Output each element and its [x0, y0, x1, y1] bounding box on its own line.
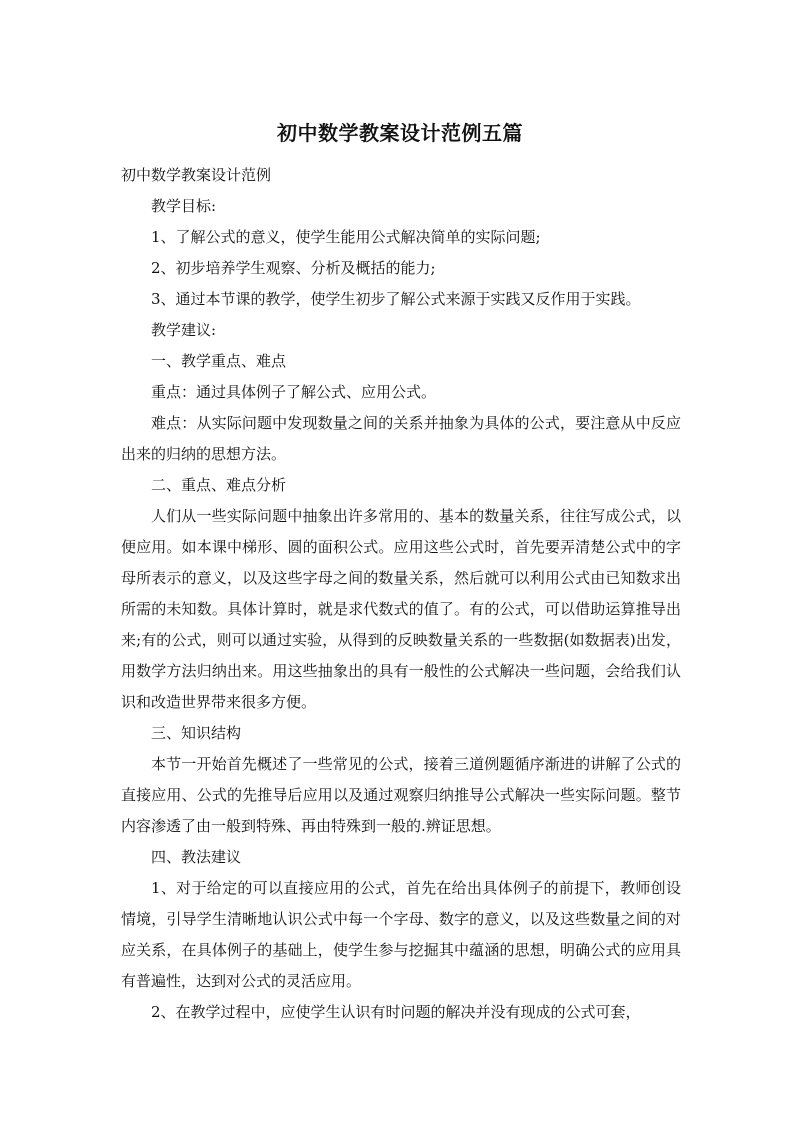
document-body	[121, 160, 681, 1028]
goal-item-2: 2、初步培养学生观察、分析及概括的能力;	[151, 259, 436, 277]
goal-item-3: 3、通过本节课的教学，使学生初步了解公式来源于实践又反作用于实践。	[151, 290, 641, 308]
section-heading-1: 一、教学重点、难点	[151, 352, 287, 370]
teaching-suggestions-heading: 教学建议:	[151, 321, 217, 339]
goal-item-1: 1、了解公式的意义，使学生能用公式解决简单的实际问题;	[151, 228, 541, 246]
key-point-paragraph: 重点：通过具体例子了解公式、应用公式。	[151, 383, 437, 401]
method-suggestion-1: 1、对于给定的可以直接应用的公式，首先在给出具体例子的前提下，教师创设情境，引导学生清晰地认识公式中每一个字母、数字的意义，以及这些数量之间的对应关系，在具体例子的基础上，使学生参与挖掘其中蕴涵的思想，明确公式的应用具有普遍性，达到对公式的灵活应用。	[121, 879, 681, 990]
analysis-paragraph: 人们从一些实际问题中抽象出许多常用的、基本的数量关系，往往写成公式，以便应用。如本课中梯形、圆的面积公式。应用这些公式时，首先要弄清楚公式中的字母所表示的意义，以及这些字母之间的数量关系，然后就可以利用公式由已知数求出所需的未知数。具体计算时，就是求代数式的值了。有的公式，可以借助运算推导出来;有的公式，则可以通过实验，从得到的反映数量关系的一些数据(如数据表)出发，用数学方法归纳出来。用这些抽象出的具有一般性的公式解决一些问题，会给我们认识和改造世界带来很多方便。	[121, 507, 681, 711]
document-title: 初中数学教案设计范例五篇	[277, 121, 523, 145]
section-heading-2: 二、重点、难点分析	[151, 476, 287, 494]
difficulty-paragraph: 难点：从实际问题中发现数量之间的关系并抽象为具体的公式，要注意从中反应出来的归纳的思想方法。	[121, 414, 681, 463]
section-heading-3: 三、知识结构	[151, 724, 242, 742]
subtitle-paragraph: 初中数学教案设计范例	[121, 166, 272, 184]
knowledge-structure-paragraph: 本节一开始首先概述了一些常见的公式，接着三道例题循序渐进的讲解了公式的直接应用、公式的先推导后应用以及通过观察归纳推导公式解决一些实际问题。整节内容渗透了由一般到特殊、再由特殊到一般的.辨证思想。	[121, 755, 681, 835]
section-heading-4: 四、教法建议	[151, 848, 242, 866]
method-suggestion-2: 2、在教学过程中，应使学生认识有时问题的解决并没有现成的公式可套，	[151, 1003, 641, 1021]
teaching-goals-heading: 教学目标:	[151, 197, 217, 215]
